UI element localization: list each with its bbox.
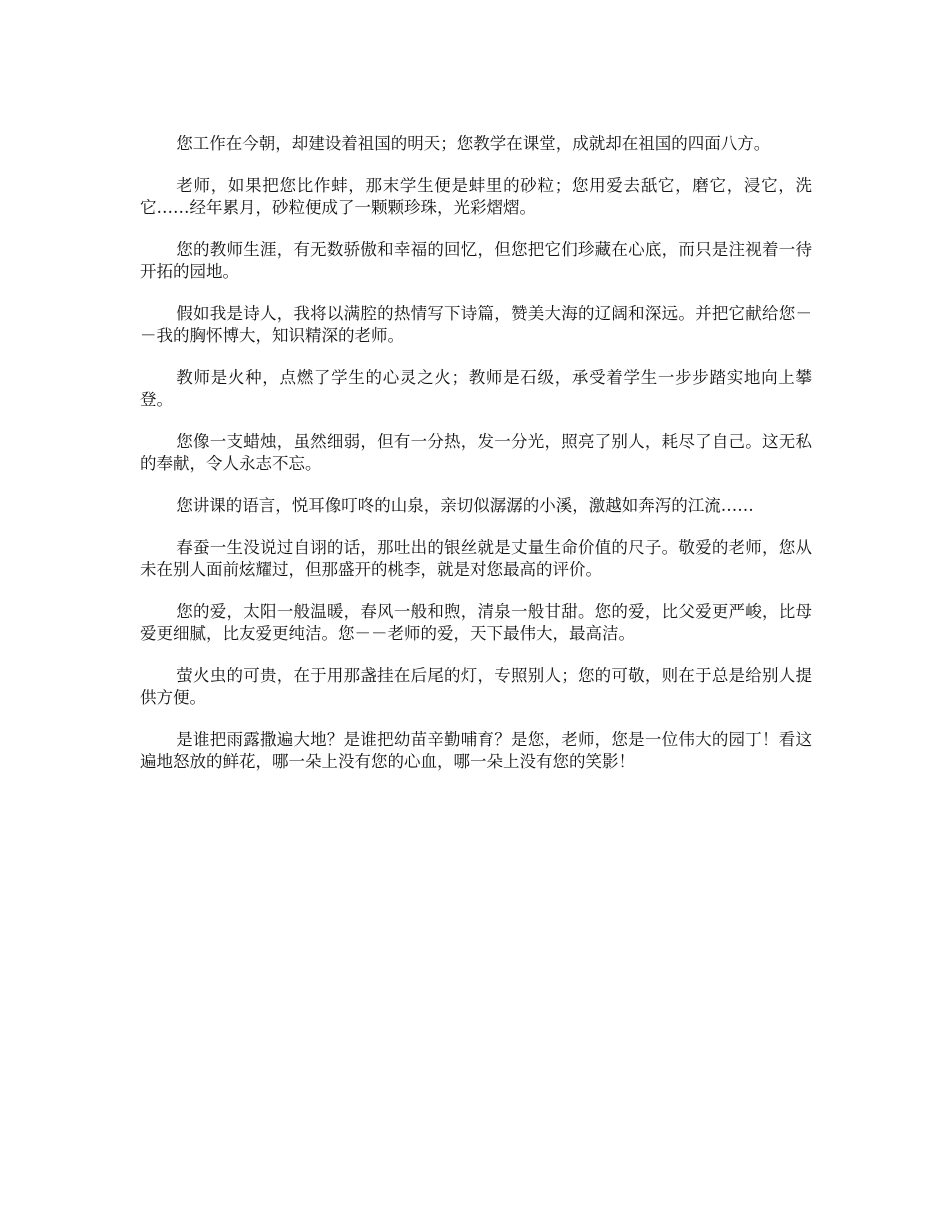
paragraph-4: 假如我是诗人，我将以满腔的热情写下诗篇，赞美大海的辽阔和深远。并把它献给您－－我的胸怀博大，知识精深的老师。 [140, 304, 812, 345]
paragraph-7: 您讲课的语言，悦耳像叮咚的山泉，亲切似潺潺的小溪，激越如奔泻的江流…… [176, 496, 754, 515]
document-body [140, 133, 812, 793]
paragraph-11: 是谁把雨露撒遍大地？是谁把幼苗辛勤哺育？是您，老师，您是一位伟大的园丁！看这遍地怒放的鲜花，哪一朵上没有您的心血，哪一朵上没有您的笑影！ [140, 730, 812, 771]
paragraph-8: 春蚕一生没说过自诩的话，那吐出的银丝就是丈量生命价值的尺子。敬爱的老师，您从未在别人面前炫耀过，但那盛开的桃李，就是对您最高的评价。 [140, 538, 812, 579]
paragraph-1: 您工作在今朝，却建设着祖国的明天；您教学在课堂，成就却在祖国的四面八方。 [176, 134, 771, 153]
paragraph-9: 您的爱，太阳一般温暖，春风一般和煦，清泉一般甘甜。您的爱，比父爱更严峻，比母爱更细腻，比友爱更纯洁。您－－老师的爱，天下最伟大，最高洁。 [140, 602, 812, 643]
paragraph-5: 教师是火种，点燃了学生的心灵之火；教师是石级，承受着学生一步步踏实地向上攀登。 [140, 368, 812, 409]
paragraph-6: 您像一支蜡烛，虽然细弱，但有一分热，发一分光，照亮了别人，耗尽了自己。这无私的奉献，令人永志不忘。 [140, 432, 812, 473]
paragraph-3: 您的教师生涯，有无数骄傲和幸福的回忆，但您把它们珍藏在心底，而只是注视着一待开拓的园地。 [140, 240, 812, 281]
paragraph-10: 萤火虫的可贵，在于用那盏挂在后尾的灯，专照别人；您的可敬，则在于总是给别人提供方便。 [140, 666, 812, 707]
paragraph-2: 老师，如果把您比作蚌，那末学生便是蚌里的砂粒；您用爱去舐它，磨它，浸它，洗它……经年累月，砂粒便成了一颗颗珍珠，光彩熠熠。 [140, 176, 812, 217]
